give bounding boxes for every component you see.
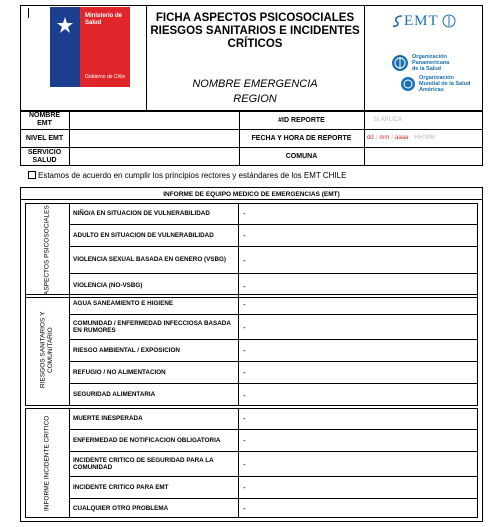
- item-refugio: REFUGIO / NO ALIMENTACION: [70, 362, 238, 384]
- emt-swirl-icon: [392, 14, 404, 28]
- label-fecha-hora: FECHA Y HORA DE REPORTE: [251, 134, 352, 142]
- oms-text-1: Organización: [419, 75, 454, 81]
- item-no-vsbg: VIOLENCIA (NO-VSBG): [73, 282, 143, 290]
- item-adulto-vulnerabilidad: ADULTO EN SITUACION DE VULNERABILIDAD: [70, 225, 238, 247]
- emergency-name: NOMBRE EMERGENCIA: [192, 78, 318, 90]
- section-incidente-title: INFORME INCIDENTE CRITICO: [43, 415, 51, 511]
- date-sep-2: /: [391, 135, 394, 141]
- label-comuna: COMUNA: [285, 153, 318, 160]
- ops-text-3: de la Salud: [412, 66, 442, 72]
- value-incidente-emt[interactable]: -: [239, 477, 478, 499]
- ministry-name-2: Salud: [85, 20, 102, 26]
- date-month: mm: [379, 135, 390, 141]
- paho-emblem-icon: [391, 54, 409, 72]
- star-icon: [57, 17, 73, 33]
- item-incidente-emt: INCIDENTE CRITICO PARA EMT: [70, 477, 238, 499]
- agreement-row: [28, 169, 483, 181]
- title-line-2: RIESGOS SANITARIOS E INCIDENTES: [150, 25, 360, 37]
- value-adulto-vulnerabilidad[interactable]: -: [239, 225, 478, 247]
- value-enfermedad-notificacion[interactable]: -: [239, 430, 478, 452]
- agreement-checkbox[interactable]: [28, 171, 36, 179]
- item-vsbg: VIOLENCIA SEXUAL BASADA EN GENERO (VSBG): [70, 247, 238, 274]
- emt-logo-text: EMT: [404, 12, 439, 29]
- label-nombre-emt: NOMBRE EMT: [28, 112, 61, 127]
- title-block: [146, 12, 364, 51]
- label-nivel-emt: NIVEL EMT: [25, 134, 64, 142]
- ministry-logo-red: [80, 7, 130, 87]
- fecha-hora-field[interactable]: [365, 129, 483, 147]
- item-enfermedad-notificacion: ENFERMEDAD DE NOTIFICACION OBLIGATORIA: [70, 430, 238, 452]
- item-nino-vulnerabilidad: NIÑO/A EN SITUACION DE VULNERABILIDAD: [70, 203, 238, 225]
- ministry-logo: [50, 7, 130, 87]
- item-muerte-inesperada: MUERTE INESPERADA: [70, 408, 238, 430]
- item-seguridad-alimentaria: SEGURIDAD ALIMENTARIA: [73, 391, 156, 399]
- header-cursor-mark: [28, 8, 29, 18]
- item-agua-saneamiento: AGUA SANEAMIENTO E HIGIENE: [70, 294, 238, 315]
- section-psicosocial-title: ASPECTOS PSICOSOCIALES: [43, 205, 51, 296]
- oms-text-3: Américas: [419, 87, 444, 93]
- label-id-reporte: #ID REPORTE: [278, 116, 325, 124]
- report-header: INFORME DE EQUIPO MEDICO DE EMERGENCIAS (EMT): [163, 190, 340, 198]
- nombre-emt-field[interactable]: [70, 111, 239, 129]
- item-otro-problema: CUALQUIER OTRO PROBLEMA: [73, 504, 169, 512]
- date-day: dd: [367, 135, 374, 141]
- oms-text-2: Mundial de la Salud: [419, 81, 471, 87]
- value-incidente-comunidad[interactable]: -: [239, 452, 478, 477]
- item-enfermedad-rumores: COMUNIDAD / ENFERMEDAD INFECCIOSA BASADA EN RUMORES: [70, 315, 238, 340]
- ops-text-2: Panamericana: [412, 60, 450, 66]
- item-incidente-comunidad: INCIDENTE CRITICO DE SEGURIDAD PARA LA COMUNIDAD: [70, 452, 238, 477]
- item-riesgo-ambiental: RIESGO AMBIENTAL / EXPOSICION: [70, 340, 238, 362]
- agreement-text: Estamos de acuerdo en cumplir los principios rectores y estándares de los EMT CHILE: [38, 170, 347, 180]
- id-reporte-value[interactable]: SI APLICA: [373, 117, 402, 123]
- date-sep-1: /: [375, 135, 378, 141]
- servicio-salud-field[interactable]: [70, 147, 239, 166]
- header-divider-2: [364, 5, 365, 111]
- value-seguridad-alimentaria[interactable]: -: [243, 390, 246, 400]
- value-vsbg[interactable]: -: [239, 247, 478, 274]
- who-globe-icon: [400, 76, 416, 92]
- value-no-vsbg[interactable]: -: [243, 281, 246, 291]
- title-line-3: CRÍTICOS: [227, 38, 283, 50]
- date-year: aaaa: [395, 135, 409, 141]
- value-nino-vulnerabilidad[interactable]: -: [239, 203, 478, 225]
- time-value: HH:MM: [414, 135, 435, 141]
- ministry-name-1: Ministerio de: [85, 13, 123, 19]
- oms-logo: [400, 74, 485, 94]
- ops-logo: [391, 53, 481, 73]
- title-line-1: FICHA ASPECTOS PSICOSOCIALES: [155, 12, 355, 24]
- region-name: REGION: [233, 93, 277, 105]
- comuna-field[interactable]: [365, 147, 483, 166]
- value-enfermedad-rumores[interactable]: -: [239, 315, 478, 340]
- who-emblem-icon: [442, 14, 456, 28]
- value-agua-saneamiento[interactable]: -: [239, 294, 478, 315]
- section-riesgos-title: RIESGOS SANITARIOS Y COMUNITARIO: [39, 311, 54, 389]
- value-riesgo-ambiental[interactable]: -: [239, 340, 478, 362]
- nivel-emt-field[interactable]: [70, 129, 239, 147]
- ops-text-1: Organización: [412, 54, 447, 60]
- emt-logo: [392, 11, 462, 31]
- ministry-government: Gobierno de Chile: [85, 74, 126, 80]
- label-servicio-salud: SERVICIO SALUD: [27, 148, 62, 164]
- value-muerte-inesperada[interactable]: -: [239, 408, 478, 430]
- value-refugio[interactable]: -: [239, 362, 478, 384]
- value-otro-problema[interactable]: -: [243, 504, 246, 513]
